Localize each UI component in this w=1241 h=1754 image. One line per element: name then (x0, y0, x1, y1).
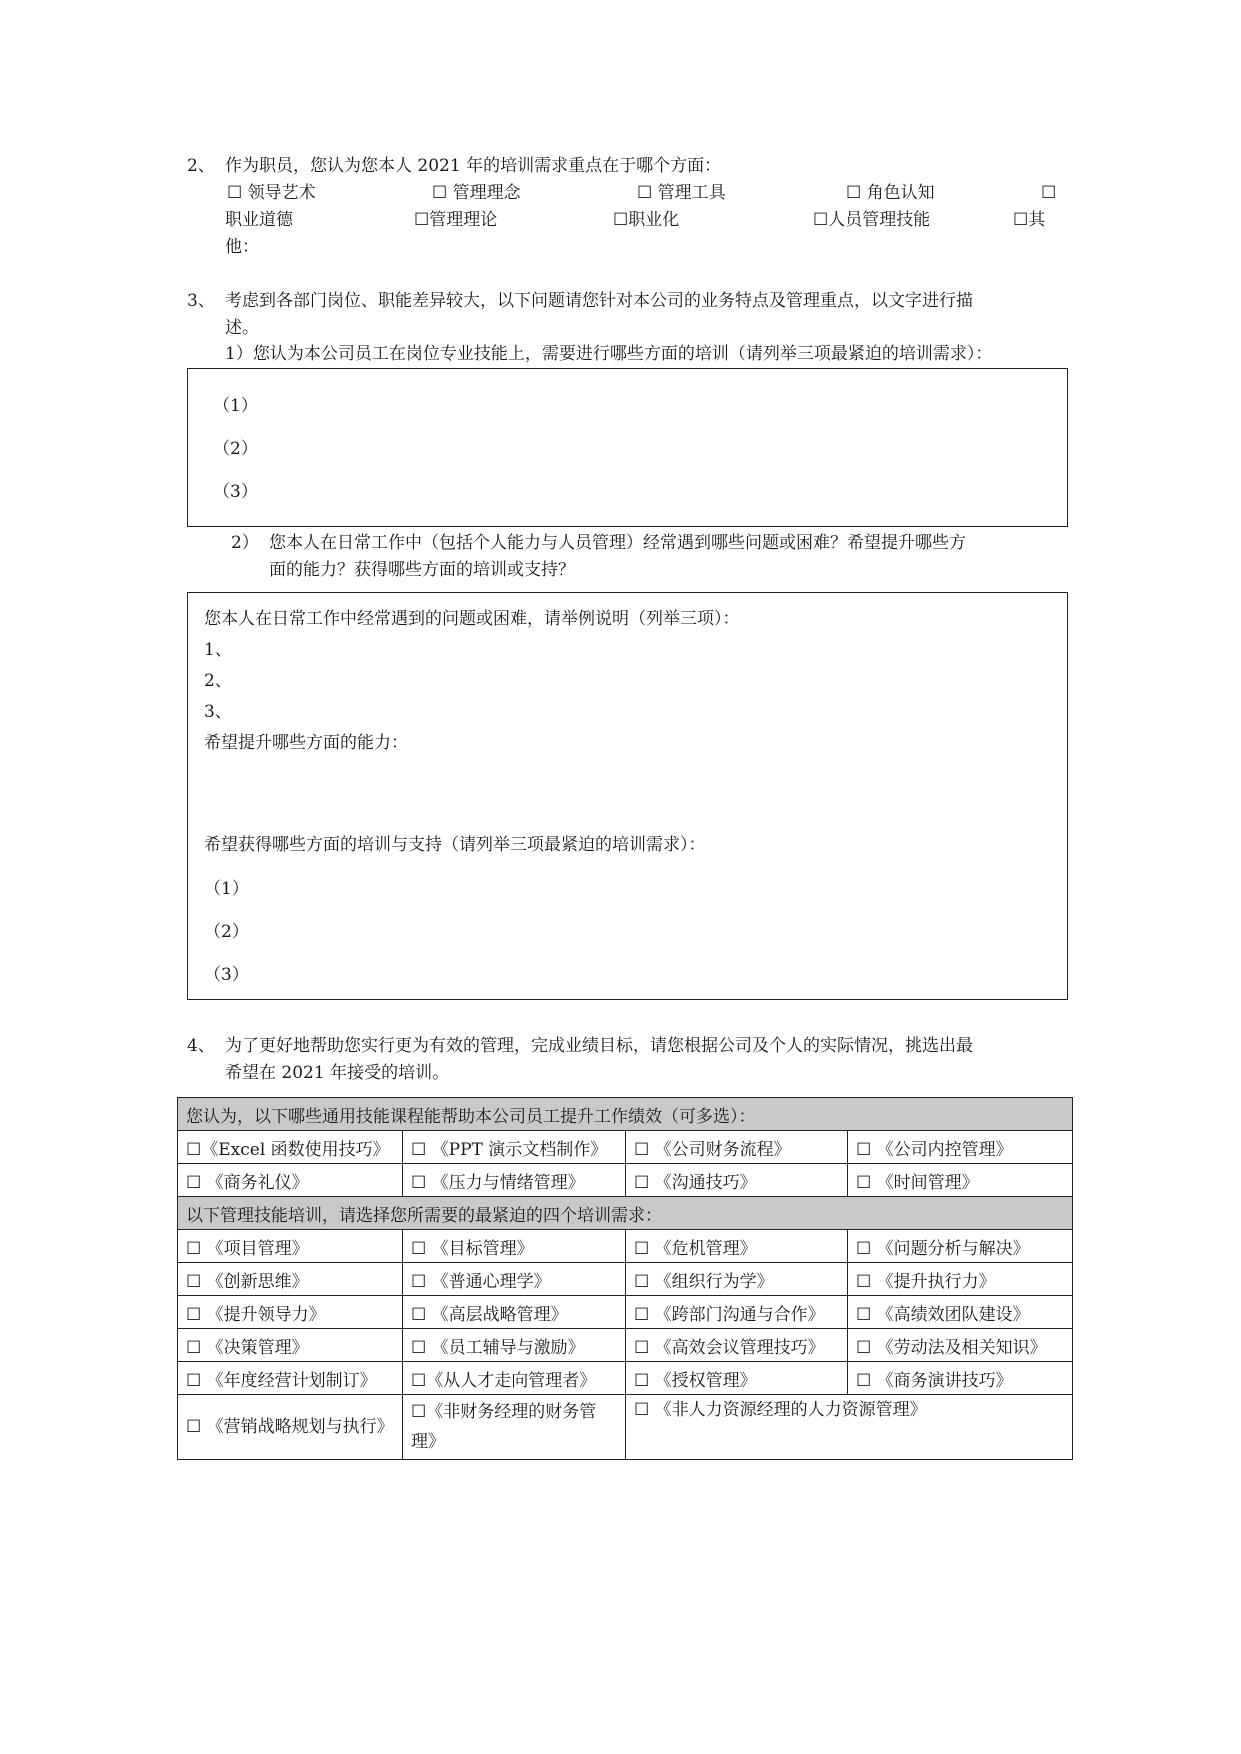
q2-option-mgmt-concept[interactable]: ☐ 管理理念 (432, 183, 521, 203)
q2-option-ethics-checkbox[interactable]: ☐ (1041, 183, 1057, 203)
table-row (178, 1263, 1073, 1296)
course-option[interactable]: ☐ 《高效会议管理技巧》 (626, 1329, 848, 1362)
course-option[interactable]: ☐ 《劳动法及相关知识》 (848, 1329, 1073, 1362)
course-option[interactable]: ☐ 《决策管理》 (178, 1329, 403, 1362)
table-row (178, 1131, 1073, 1164)
q2-option-professionalism[interactable]: ☐职业化 (613, 210, 680, 230)
course-option[interactable]: ☐ 《创新思维》 (178, 1263, 403, 1296)
q2-option-other-cont: 他： (225, 237, 259, 257)
problem-slot-1: 1、 (204, 640, 232, 660)
q4-number: 4、 (187, 1036, 215, 1056)
problem-slot-3: 3、 (204, 702, 232, 722)
course-option[interactable]: ☐ 《压力与情绪管理》 (403, 1164, 626, 1197)
table-row (178, 1296, 1073, 1329)
course-option[interactable]: ☐ 《高绩效团队建设》 (848, 1296, 1073, 1329)
training-selection-table (177, 1097, 1073, 1460)
q3-number: 3、 (187, 291, 215, 311)
mgmt-skills-header: 以下管理技能培训，请选择您所需要的最紧迫的四个培训需求： (178, 1197, 1073, 1230)
course-option[interactable]: ☐ 《高层战略管理》 (403, 1296, 626, 1329)
course-option[interactable]: ☐ 《公司内控管理》 (848, 1131, 1073, 1164)
table-row (178, 1395, 1073, 1460)
q3-sub1-question: 1）您认为本公司员工在岗位专业技能上，需要进行哪些方面的培训（请列举三项最紧迫的培训需求）： (225, 344, 993, 364)
q4-question-line1: 为了更好地帮助您实行更为有效的管理，完成业绩目标，请您根据公司及个人的实际情况，挑选出最 (225, 1036, 973, 1056)
table-row (178, 1164, 1073, 1197)
course-option[interactable]: ☐ 《PPT 演示文档制作》 (403, 1131, 626, 1164)
course-option[interactable]: ☐ 《跨部门沟通与合作》 (626, 1296, 848, 1329)
q2-option-leadership[interactable]: ☐ 领导艺术 (227, 183, 316, 203)
course-option[interactable]: ☐ 《授权管理》 (626, 1362, 848, 1395)
support-prompt: 希望获得哪些方面的培训与支持（请列举三项最紧迫的培训需求）： (204, 835, 706, 855)
ability-prompt: 希望提升哪些方面的能力： (204, 733, 408, 753)
course-option[interactable]: ☐《Excel 函数使用技巧》 (178, 1131, 403, 1164)
table-row (178, 1362, 1073, 1395)
course-option[interactable]: ☐ 《提升领导力》 (178, 1296, 403, 1329)
course-option[interactable]: ☐ 《问题分析与解决》 (848, 1230, 1073, 1263)
answer-slot-2: （2） (213, 439, 258, 459)
answer-slot-3: （3） (213, 482, 258, 502)
course-option[interactable]: ☐ 《非人力资源经理的人力资源管理》 (626, 1395, 1073, 1460)
q2-number: 2、 (187, 156, 215, 176)
support-slot-1: （1） (204, 879, 249, 899)
q4-question-line2: 希望在 2021 年接受的培训。 (225, 1063, 450, 1083)
course-option[interactable]: ☐ 《公司财务流程》 (626, 1131, 848, 1164)
course-option[interactable]: ☐ 《营销战略规划与执行》 (178, 1395, 403, 1460)
q3-sub2-question-line1: 您本人在日常工作中（包括个人能力与人员管理）经常遇到哪些问题或困难？希望提升哪些方 (269, 533, 966, 553)
course-option[interactable]: ☐ 《普通心理学》 (403, 1263, 626, 1296)
q2-option-people-mgmt[interactable]: ☐人员管理技能 (813, 210, 931, 230)
course-option[interactable]: ☐ 《沟通技巧》 (626, 1164, 848, 1197)
course-option[interactable]: ☐ 《时间管理》 (848, 1164, 1073, 1197)
q2-question: 作为职员，您认为您本人 2021 年的培训需求重点在于哪个方面： (225, 156, 722, 176)
course-option[interactable]: ☐ 《提升执行力》 (848, 1263, 1073, 1296)
course-option[interactable]: ☐ 《商务礼仪》 (178, 1164, 403, 1197)
course-option[interactable]: ☐ 《目标管理》 (403, 1230, 626, 1263)
course-option[interactable]: ☐《非财务经理的财务管理》 (403, 1395, 626, 1460)
support-slot-3: （3） (204, 965, 249, 985)
q2-option-mgmt-tools[interactable]: ☐ 管理工具 (637, 183, 726, 203)
q2-option-role[interactable]: ☐ 角色认知 (846, 183, 935, 203)
table-row (178, 1230, 1073, 1263)
course-option[interactable]: ☐ 《组织行为学》 (626, 1263, 848, 1296)
q3-sub1-answer-box[interactable] (187, 368, 1068, 527)
course-option[interactable]: ☐ 《项目管理》 (178, 1230, 403, 1263)
q2-option-mgmt-theory[interactable]: ☐管理理论 (414, 210, 498, 230)
q2-option-ethics-label: 职业道德 (225, 210, 293, 230)
q3-question-line1: 考虑到各部门岗位、职能差异较大，以下问题请您针对本公司的业务特点及管理重点，以文字进行描 (225, 291, 973, 311)
answer-slot-1: （1） (213, 396, 258, 416)
table-row (178, 1329, 1073, 1362)
q2-option-other[interactable]: ☐其 (1013, 210, 1046, 230)
course-option[interactable]: ☐《从人才走向管理者》 (403, 1362, 626, 1395)
general-skills-header: 您认为，以下哪些通用技能课程能帮助本公司员工提升工作绩效（可多选）： (178, 1098, 1073, 1131)
course-option[interactable]: ☐ 《商务演讲技巧》 (848, 1362, 1073, 1395)
course-option[interactable]: ☐ 《员工辅导与激励》 (403, 1329, 626, 1362)
course-option[interactable]: ☐ 《危机管理》 (626, 1230, 848, 1263)
support-slot-2: （2） (204, 922, 249, 942)
q3-sub2-number: 2） (231, 533, 259, 553)
q3-question-line2: 述。 (225, 318, 259, 338)
problems-prompt: 您本人在日常工作中经常遇到的问题或困难，请举例说明（列举三项）： (204, 609, 740, 629)
q3-sub2-answer-box[interactable] (187, 592, 1068, 1000)
q3-sub2-question-line2: 面的能力？获得哪些方面的培训或支持？ (269, 560, 575, 580)
course-option[interactable]: ☐ 《年度经营计划制订》 (178, 1362, 403, 1395)
problem-slot-2: 2、 (204, 671, 232, 691)
